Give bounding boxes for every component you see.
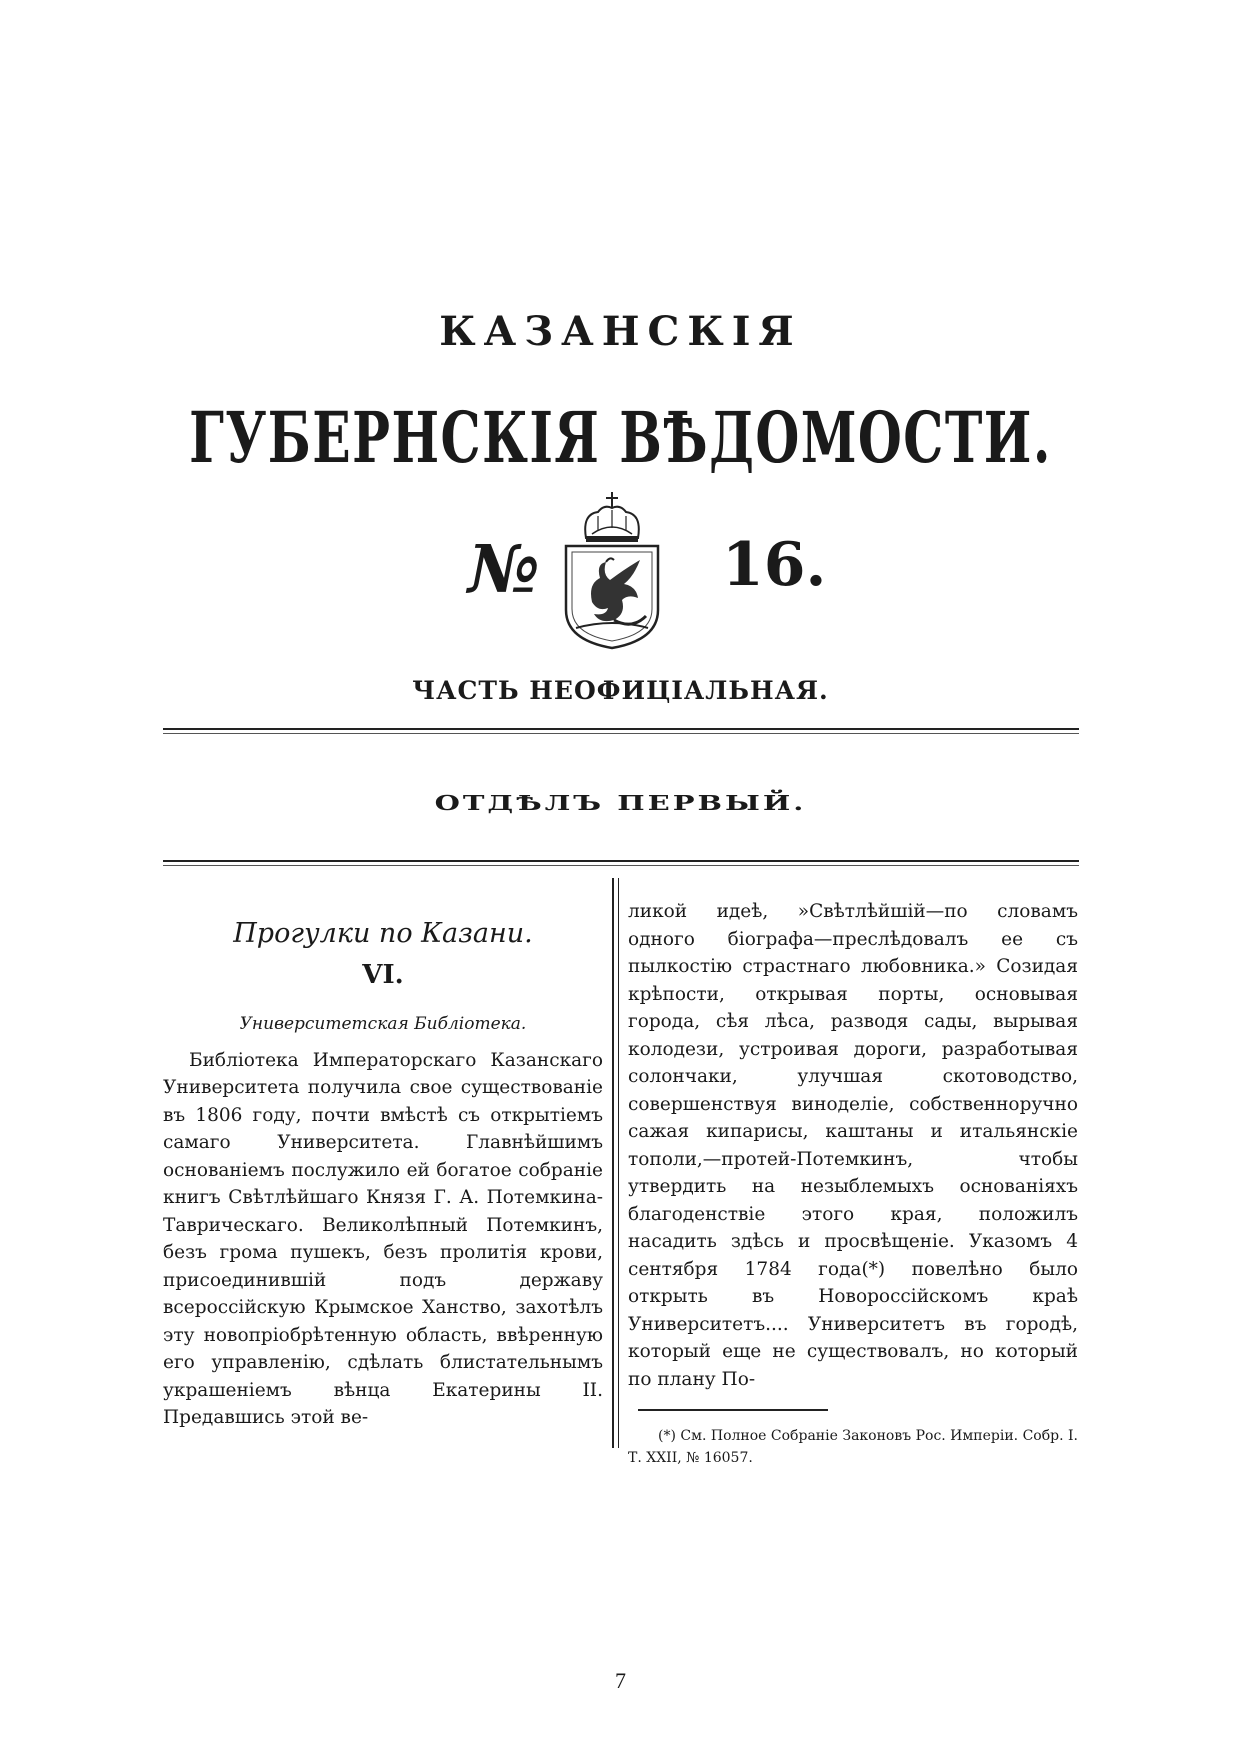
article-subtitle: Университетская Библіотека. [239, 1014, 527, 1034]
footnote-rule [638, 1409, 828, 1411]
part-title: ЧАСТЬ НЕОФИЦІАЛЬНАЯ. [412, 676, 829, 705]
divider-top [163, 728, 1079, 730]
number-sign: № [468, 530, 540, 608]
divider-columns-thin [163, 865, 1079, 866]
article-body-left: Библіотека Императорскаго Казанскаго Университета получила свое существованіе въ 1806 году, почти вмѣстѣ съ открытіемъ самаго Университета. Главнѣйшимъ основаніемъ послужило ей богатое собраніе книгъ Свѣтлѣйшаго Князя Г. А. Потемкина-Таврическаго. Великолѣпный Потемкинъ, безъ грома пушекъ, безъ пролитія крови, присоединившій подъ державу всероссійскую Крымское Ханство, захотѣлъ эту новопріобрѣтенную область, ввѣренную его управленію, сдѣлать блистательнымъ украшеніемъ вѣнца Екатерины II. Предавшись этой ве- [163, 1049, 603, 1428]
section-title: ОТДѢЛЪ ПЕРВЫЙ. [434, 791, 807, 815]
column-divider [612, 878, 619, 1448]
divider-columns [163, 860, 1079, 862]
issue-number-row [0, 490, 1241, 650]
left-column [163, 920, 603, 1432]
footnote: (*) См. Полное Собраніе Законовъ Рос. Имперіи. Собр. I. Т. XXII, № 16057. [628, 1428, 1078, 1466]
right-column [628, 898, 1078, 1469]
coat-of-arms-icon [552, 490, 672, 650]
article-number: VI. [362, 959, 404, 990]
masthead-title: ГУБЕРНСКІЯ ВѢДОМОСТИ. [189, 396, 1052, 479]
article-title: Прогулки по Казани. [233, 918, 533, 949]
masthead-line-1: КАЗАНСКІЯ [439, 308, 802, 355]
page-number: 7 [615, 1668, 626, 1693]
issue-number: 16. [722, 530, 827, 600]
divider-top-thin [163, 733, 1079, 734]
article-body-right: ликой идеѣ, »Свѣтлѣйшій—по словамъ одного біографа—преслѣдовалъ ее съ пылкостію страстнаго любовника.» Созидая крѣпости, открывая порты, основывая города, сѣя лѣса, разводя сады, вырывая колодези, устроивая дороги, разработывая солончаки, улучшая скотоводство, совершенствуя виноделіе, собственноручно сажая кипарисы, каштаны и итальянскіе тополи,—протей-Потемкинъ, чтобы утвердить на незыблемыхъ основаніяхъ благоденствіе этого края, положилъ насадить здѣсь и просвѣщеніе. Указомъ 4 сентября 1784 года(*) повелѣно было открыть въ Новороссійскомъ краѣ Университетъ.... Университетъ въ городѣ, который еще не существовалъ, но который по плану По- [628, 901, 1078, 1390]
